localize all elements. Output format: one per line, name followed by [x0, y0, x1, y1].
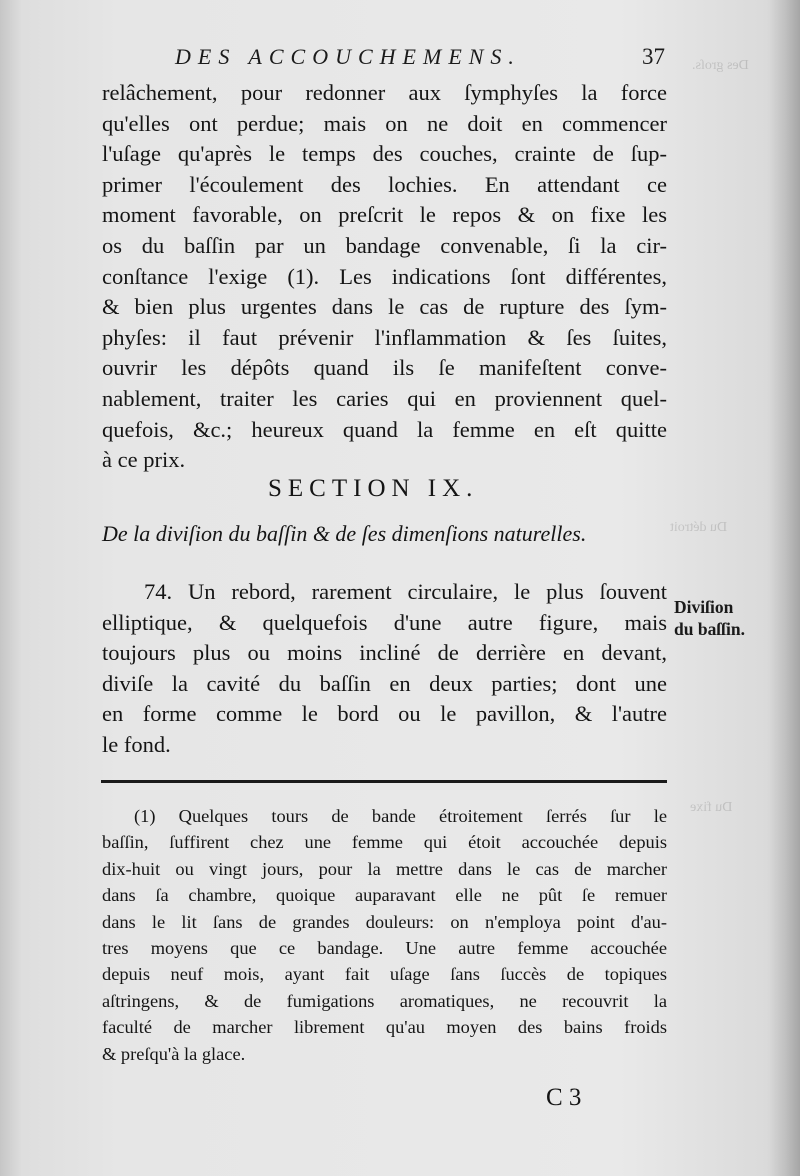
text-line: moment favorable, on preſcrit le repos & on fixe les — [102, 202, 667, 228]
section-heading: SECTION IX. — [268, 475, 479, 502]
text-line: ouvrir les dépôts quand ils ſe manifeſtent conve- — [102, 355, 667, 381]
show-through-text: Des groſs. — [692, 58, 749, 73]
text-line: le fond. — [102, 731, 171, 757]
footnote-line: dans le lit ſans de grandes douleurs: on n'employa point d'au- — [102, 911, 667, 932]
running-title: DES ACCOUCHEMENS. — [175, 44, 521, 69]
paragraph-continued — [102, 78, 667, 476]
text-line: 74. Un rebord, rarement circulaire, le plus ſouvent — [144, 579, 667, 604]
footnote-rule — [101, 780, 667, 783]
section-subtitle: De la diviſion du baſſin & de ſes dimenſions naturelles. — [102, 521, 587, 546]
text-line: relâchement, pour redonner aux ſymphyſes la force — [102, 80, 667, 105]
footnote-line: aſtringens, & de fumigations aromatiques, ne recouvrit la — [102, 990, 667, 1011]
show-through-text: Du fixe — [690, 800, 733, 815]
text-line: & bien plus urgentes dans le cas de rupture des ſym- — [102, 294, 667, 320]
footnote-line: dans ſa chambre, quoique auparavant elle ne pût ſe remuer — [102, 885, 667, 906]
margin-note-line: Diviſion — [674, 597, 734, 617]
footnote-line: baſſin, ſuffirent chez une femme qui étoit accouchée depuis — [102, 832, 667, 853]
margin-note-line: du baſſin. — [674, 619, 746, 639]
text-line: primer l'écoulement des lochies. En attendant ce — [102, 171, 667, 197]
text-line: l'uſage qu'après le temps des couches, crainte de ſup- — [102, 141, 667, 167]
text-line: phyſes: il faut prévenir l'inflammation & ſes ſuites, — [102, 324, 667, 350]
text-line: quefois, &c.; heureux quand la femme en eſt quitte — [102, 416, 667, 442]
page-number: 37 — [642, 44, 665, 69]
text-line: qu'elles ont perdue; mais on ne doit en commencer — [102, 110, 667, 136]
page-edge-shadow — [766, 0, 800, 1176]
text-line: toujours plus ou moins incliné de derrière en devant, — [102, 640, 667, 666]
text-line: nablement, traiter les caries qui en proviennent quel- — [102, 385, 667, 411]
running-header — [175, 44, 665, 74]
show-through-text: Du détroit — [670, 520, 728, 535]
footnote-line: & preſqu'à la glace. — [102, 1043, 246, 1064]
text-line: conſtance l'exige (1). Les indications ſont différentes, — [102, 263, 667, 289]
text-line: à ce prix. — [102, 447, 186, 473]
footnote-line: (1) Quelques tours de bande étroitement ſerrés ſur le — [134, 806, 667, 826]
footnote-line: depuis neuf mois, ayant fait uſage ſans ſuccès de topiques — [102, 964, 667, 985]
footnote-line: faculté de marcher librement qu'au moyen des bains froids — [102, 1017, 667, 1038]
footnote-line: dix-huit ou vingt jours, pour la mettre dans le cas de marcher — [102, 858, 667, 879]
footnote-line: tres moyens que ce bandage. Une autre femme accouchée — [102, 938, 667, 959]
footnote — [102, 803, 667, 1067]
text-line: en forme comme le bord ou le pavillon, & l'autre — [102, 701, 667, 727]
text-line: os du baſſin par un bandage convenable, ſi la cir- — [102, 232, 667, 258]
paragraph-74 — [102, 577, 667, 761]
signature-mark: C 3 — [546, 1084, 582, 1111]
text-line: diviſe la cavité du baſſin en deux parties; dont une — [102, 670, 667, 696]
text-line: elliptique, & quelquefois d'une autre figure, mais — [102, 609, 667, 635]
